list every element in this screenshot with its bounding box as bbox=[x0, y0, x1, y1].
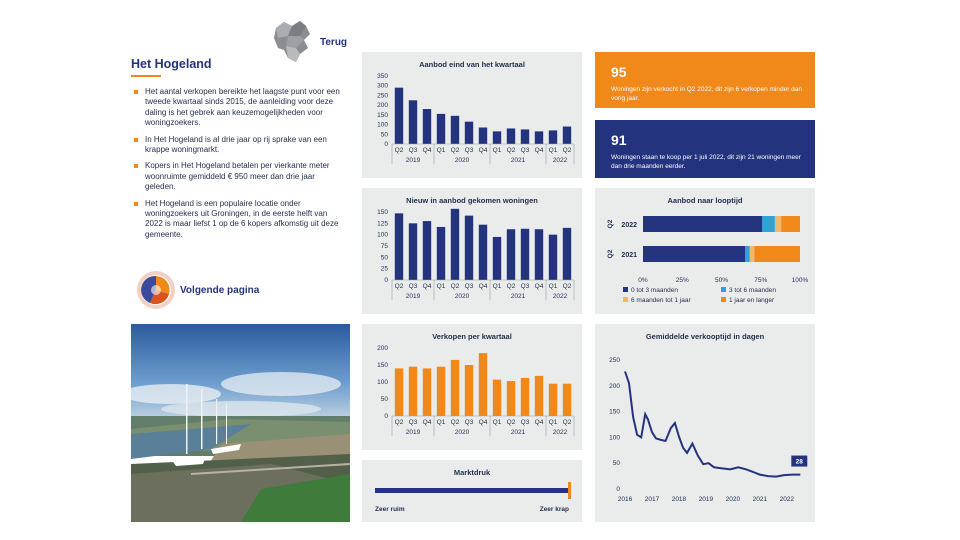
stacked-bar-segment bbox=[754, 246, 800, 262]
bar bbox=[521, 129, 529, 144]
category-prefix: Q2 bbox=[607, 249, 614, 259]
x-year-label: 2019 bbox=[405, 429, 421, 436]
marktdruk-fill bbox=[375, 488, 569, 493]
x-tick-label: Q4 bbox=[534, 283, 544, 290]
x-tick-label: Q3 bbox=[408, 147, 418, 154]
x-tick-label: 75% bbox=[754, 277, 768, 284]
x-tick-label: Q3 bbox=[408, 283, 418, 290]
x-year-label: 2020 bbox=[454, 157, 470, 164]
x-year-label: 2021 bbox=[510, 293, 526, 300]
pie-chart-icon bbox=[136, 270, 176, 310]
bar bbox=[535, 376, 543, 416]
y-tick-label: 100 bbox=[377, 379, 388, 386]
legend-label: 1 jaar en langer bbox=[729, 297, 775, 304]
chart-panel-aanbod bbox=[362, 52, 582, 178]
bar bbox=[493, 237, 501, 280]
chart-title: Marktdruk bbox=[453, 468, 491, 477]
bar bbox=[395, 213, 403, 280]
legend-label: 6 maanden tot 1 jaar bbox=[631, 297, 691, 304]
x-year-label: 2021 bbox=[510, 429, 526, 436]
line-chart-verkooptijd bbox=[595, 324, 815, 522]
bullet-item: Kopers in Het Hogeland betalen per vierkante meter woonruimte gemiddeld € 950 meer dan drie jaar geleden. bbox=[131, 161, 346, 192]
x-tick-label: Q3 bbox=[520, 283, 530, 290]
y-tick-label: 125 bbox=[377, 220, 388, 228]
bar bbox=[563, 228, 571, 280]
bar bbox=[395, 88, 403, 144]
chart-panel-verkooptijd bbox=[595, 324, 815, 522]
bar bbox=[507, 128, 515, 144]
marktdruk-marker bbox=[568, 482, 571, 499]
bullet-list bbox=[131, 87, 346, 246]
x-tick-label: Q3 bbox=[464, 419, 474, 426]
x-tick-label: Q2 bbox=[450, 147, 460, 154]
page-title: Het Hogeland bbox=[131, 57, 212, 71]
bar bbox=[409, 367, 417, 416]
x-tick-label: Q2 bbox=[562, 419, 572, 426]
x-year-label: 2020 bbox=[454, 293, 470, 300]
bar bbox=[479, 127, 487, 144]
kpi-text: Woningen staan te koop per 1 juli 2022, dit zijn 21 woningen meer dan drie maanden eerder. bbox=[611, 154, 801, 170]
x-tick-label: Q2 bbox=[450, 283, 460, 290]
x-tick-label: 2020 bbox=[725, 496, 741, 503]
kpi-forsale bbox=[595, 120, 815, 178]
chart-panel-nieuw bbox=[362, 188, 582, 314]
x-tick-label: Q2 bbox=[394, 283, 404, 290]
legend-swatch bbox=[721, 297, 726, 302]
kpi-sold bbox=[595, 52, 815, 108]
x-tick-label: Q4 bbox=[478, 283, 488, 290]
x-tick-label: Q2 bbox=[394, 147, 404, 154]
x-tick-label: 100% bbox=[791, 277, 809, 284]
bar-chart-aanbod bbox=[362, 52, 582, 178]
bar-chart-nieuw bbox=[362, 188, 582, 314]
y-tick-label: 150 bbox=[609, 408, 620, 416]
x-tick-label: Q3 bbox=[520, 147, 530, 154]
y-tick-label: 50 bbox=[380, 396, 388, 403]
region-map-icon bbox=[270, 18, 318, 66]
legend-label: 3 tot 6 maanden bbox=[729, 287, 776, 294]
bar bbox=[437, 227, 445, 280]
x-tick-label: Q4 bbox=[422, 283, 432, 290]
next-page-label: Volgende pagina bbox=[180, 285, 260, 296]
bar bbox=[563, 127, 571, 144]
x-tick-label: Q3 bbox=[408, 419, 418, 426]
bar bbox=[549, 384, 557, 416]
bar bbox=[409, 100, 417, 144]
bar bbox=[507, 229, 515, 280]
stacked-bar-segment bbox=[745, 246, 750, 262]
bar bbox=[535, 229, 543, 280]
bar bbox=[535, 131, 543, 144]
chart-title: Aanbod naar looptijd bbox=[667, 196, 743, 205]
x-tick-label: Q2 bbox=[562, 147, 572, 154]
bullet-item: Het aantal verkopen bereikte het laagste punt voor een tweede kwartaal sinds 2015, de aanleiding voor deze daling is het gebrek aan keuzemogelijkheden voor woningzoekers. bbox=[131, 87, 346, 129]
y-tick-label: 50 bbox=[612, 460, 620, 468]
bar bbox=[451, 360, 459, 416]
marktdruk-right-label: Zeer krap bbox=[539, 506, 569, 513]
stacked-bar-segment bbox=[775, 216, 781, 232]
y-tick-label: 100 bbox=[377, 121, 388, 129]
y-tick-label: 0 bbox=[384, 141, 388, 148]
stacked-bar-segment bbox=[750, 246, 755, 262]
x-tick-label: Q1 bbox=[548, 283, 558, 290]
y-tick-label: 0 bbox=[384, 277, 388, 284]
x-tick-label: 2016 bbox=[617, 496, 633, 503]
bar bbox=[521, 229, 529, 280]
legend-swatch bbox=[721, 287, 726, 292]
stacked-bar-segment bbox=[643, 246, 745, 262]
x-tick-label: Q2 bbox=[394, 419, 404, 426]
y-tick-label: 250 bbox=[377, 92, 388, 100]
x-tick-label: Q3 bbox=[464, 283, 474, 290]
stacked-bar-segment bbox=[762, 216, 775, 232]
x-tick-label: Q4 bbox=[534, 419, 544, 426]
legend-swatch bbox=[623, 297, 628, 302]
y-tick-label: 300 bbox=[377, 82, 388, 90]
bar bbox=[479, 353, 487, 416]
y-tick-label: 150 bbox=[377, 362, 388, 369]
bar bbox=[549, 235, 557, 280]
category-prefix: Q2 bbox=[607, 219, 614, 229]
y-tick-label: 75 bbox=[380, 243, 388, 250]
chart-panel-verkopen bbox=[362, 324, 582, 450]
x-tick-label: Q1 bbox=[548, 419, 558, 426]
bar bbox=[451, 209, 459, 280]
x-tick-label: 50% bbox=[714, 277, 729, 284]
x-year-label: 2021 bbox=[510, 157, 526, 164]
y-tick-label: 0 bbox=[616, 486, 620, 493]
bar bbox=[479, 225, 487, 280]
y-tick-label: 100 bbox=[609, 434, 620, 442]
bullet-item: Het Hogeland is een populaire locatie onder woningzoekers uit Groningen, in de eerste helft van 2022 is maar liefst 1 op de 6 kopers afkomstig uit deze gemeente. bbox=[131, 199, 346, 241]
bar bbox=[563, 384, 571, 416]
x-tick-label: Q3 bbox=[464, 147, 474, 154]
category-label: 2022 bbox=[621, 222, 637, 229]
bar bbox=[437, 367, 445, 416]
y-tick-label: 150 bbox=[377, 111, 388, 119]
bar bbox=[451, 116, 459, 144]
x-tick-label: 0% bbox=[638, 277, 648, 284]
x-year-label: 2020 bbox=[454, 429, 470, 436]
title-underline bbox=[131, 75, 161, 77]
x-tick-label: Q1 bbox=[436, 419, 446, 426]
x-tick-label: Q1 bbox=[436, 147, 446, 154]
bar bbox=[437, 114, 445, 144]
bar bbox=[493, 380, 501, 416]
x-tick-label: 2022 bbox=[779, 496, 795, 503]
bar-chart-verkopen bbox=[362, 324, 582, 450]
harbor-photo bbox=[131, 324, 350, 522]
chart-title: Verkopen per kwartaal bbox=[432, 332, 512, 341]
x-year-label: 2019 bbox=[405, 157, 421, 164]
x-year-label: 2022 bbox=[552, 157, 568, 164]
x-tick-label: Q4 bbox=[422, 147, 432, 154]
x-tick-label: 2017 bbox=[644, 496, 660, 503]
x-tick-label: Q2 bbox=[506, 283, 516, 290]
y-tick-label: 200 bbox=[609, 382, 620, 390]
chart-panel-looptijd bbox=[595, 188, 815, 314]
category-label: 2021 bbox=[621, 252, 637, 259]
x-tick-label: Q2 bbox=[450, 419, 460, 426]
bar bbox=[465, 216, 473, 280]
x-tick-label: Q2 bbox=[562, 283, 572, 290]
bar bbox=[493, 131, 501, 144]
kpi-value: 95 bbox=[611, 64, 627, 80]
y-tick-label: 200 bbox=[377, 102, 388, 110]
bar bbox=[423, 221, 431, 280]
chart-title: Aanbod eind van het kwartaal bbox=[419, 60, 525, 69]
kpi-value: 91 bbox=[611, 132, 627, 148]
y-tick-label: 200 bbox=[377, 345, 388, 352]
bar bbox=[423, 368, 431, 416]
bar bbox=[521, 378, 529, 416]
y-tick-label: 100 bbox=[377, 231, 388, 239]
stacked-bar-segment bbox=[781, 216, 800, 232]
x-tick-label: Q1 bbox=[548, 147, 558, 154]
x-tick-label: Q1 bbox=[492, 283, 502, 290]
bar bbox=[549, 130, 557, 144]
kpi-text: Woningen zijn verkocht in Q2 2022, dit zijn 6 verkopen minder dan vorig jaar. bbox=[611, 86, 803, 102]
marktdruk-left-label: Zeer ruim bbox=[375, 506, 405, 513]
last-value-label: 28 bbox=[795, 458, 803, 466]
x-tick-label: Q1 bbox=[492, 419, 502, 426]
x-year-label: 2022 bbox=[552, 429, 568, 436]
series-line bbox=[625, 371, 800, 476]
x-tick-label: Q3 bbox=[520, 419, 530, 426]
bar bbox=[465, 365, 473, 416]
y-tick-label: 250 bbox=[609, 357, 620, 364]
next-page-button[interactable] bbox=[136, 270, 286, 310]
x-tick-label: Q1 bbox=[436, 283, 446, 290]
bar bbox=[409, 223, 417, 280]
y-tick-label: 50 bbox=[380, 131, 388, 139]
chart-title: Gemiddelde verkooptijd in dagen bbox=[645, 332, 765, 341]
stacked-bar-segment bbox=[643, 216, 762, 232]
x-tick-label: Q4 bbox=[478, 419, 488, 426]
x-tick-label: Q4 bbox=[478, 147, 488, 154]
legend-swatch bbox=[623, 287, 628, 292]
bullet-item: In Het Hogeland is al drie jaar op rij sprake van een krappe woningmarkt. bbox=[131, 135, 346, 156]
marktdruk-track bbox=[375, 488, 571, 493]
bar bbox=[507, 381, 515, 416]
bar bbox=[465, 122, 473, 144]
legend-label: 0 tot 3 maanden bbox=[631, 287, 678, 294]
x-tick-label: 2018 bbox=[671, 496, 687, 503]
y-tick-label: 150 bbox=[377, 209, 388, 216]
x-tick-label: Q4 bbox=[534, 147, 544, 154]
y-tick-label: 0 bbox=[384, 413, 388, 420]
chart-title: Nieuw in aanbod gekomen woningen bbox=[406, 196, 538, 205]
x-year-label: 2022 bbox=[552, 293, 568, 300]
stacked-bar-chart-looptijd bbox=[595, 188, 815, 314]
x-tick-label: Q2 bbox=[506, 419, 516, 426]
bar bbox=[423, 109, 431, 144]
back-label: Terug bbox=[320, 37, 348, 48]
y-tick-label: 50 bbox=[380, 254, 388, 262]
x-tick-label: 2019 bbox=[698, 496, 714, 503]
y-tick-label: 350 bbox=[377, 73, 388, 80]
x-year-label: 2019 bbox=[405, 293, 421, 300]
bar bbox=[395, 368, 403, 416]
y-tick-label: 25 bbox=[380, 265, 388, 273]
marktdruk-panel bbox=[362, 460, 582, 522]
x-tick-label: 25% bbox=[675, 277, 689, 284]
x-tick-label: Q4 bbox=[422, 419, 432, 426]
x-tick-label: 2021 bbox=[752, 496, 768, 503]
x-tick-label: Q1 bbox=[492, 147, 502, 154]
x-tick-label: Q2 bbox=[506, 147, 516, 154]
back-button[interactable] bbox=[270, 18, 360, 66]
